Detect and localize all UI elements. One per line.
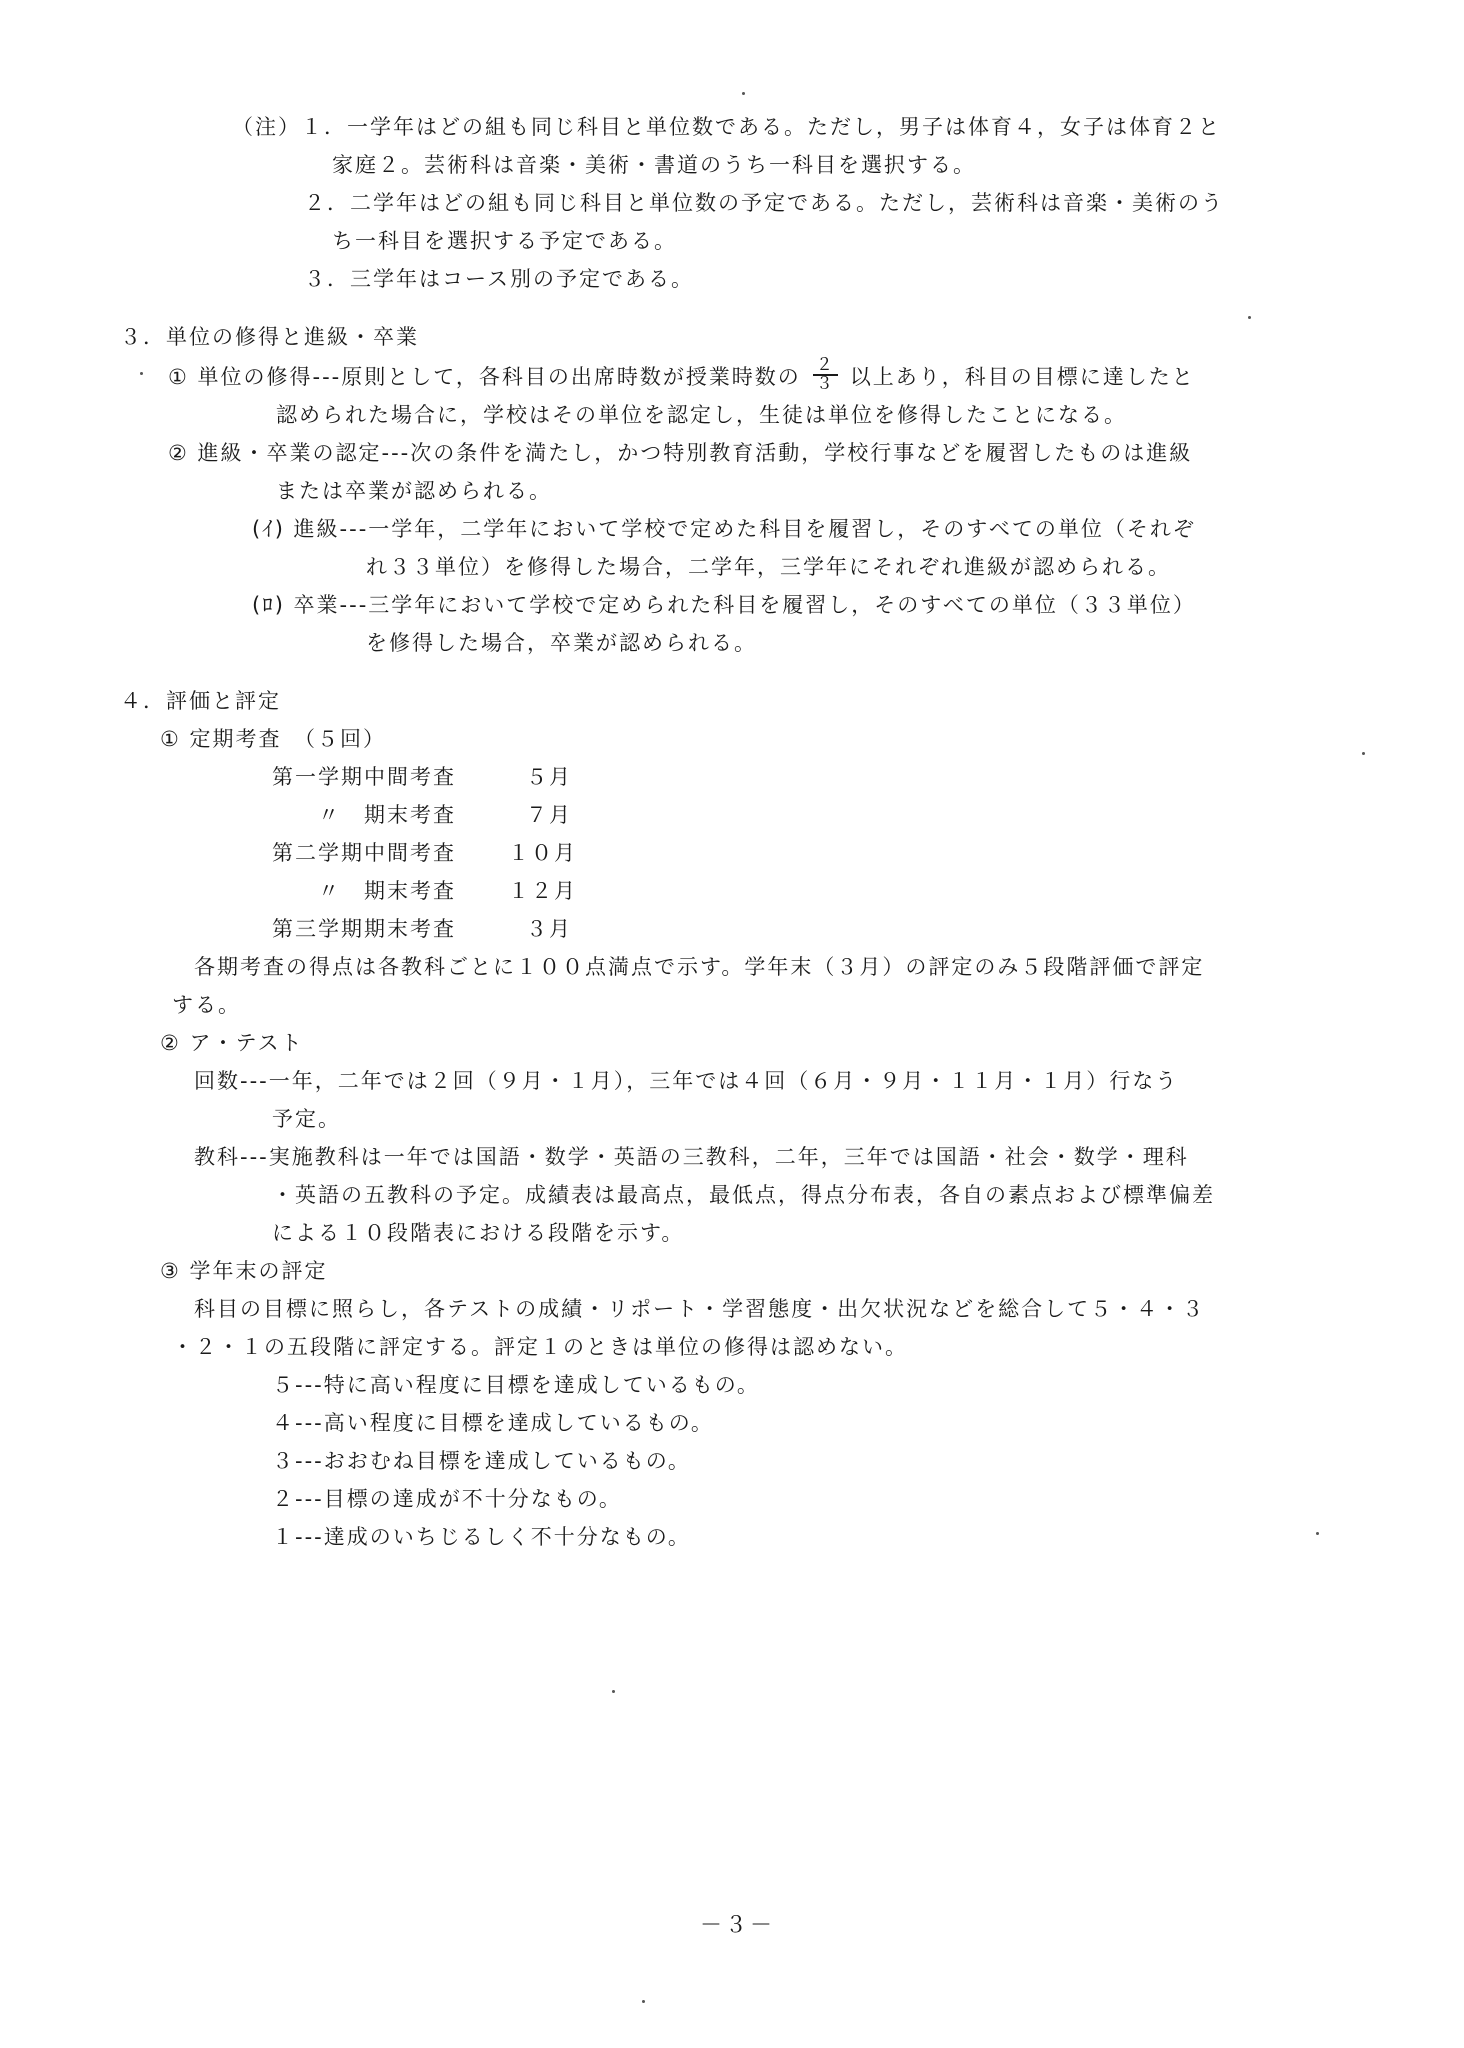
exam-row-1-name: 第一学期中間考査 (272, 765, 456, 789)
a-test-subject-line-1: 教科‐‐‐実施教科は一年では国語・数学・英語の三教科，二年，三年では国語・社会・数学・理科 (194, 1145, 1189, 1169)
exam-row-4-month: １２月 (508, 879, 577, 903)
section-4-item-1-title: ① 定期考査 （５回） (160, 727, 387, 751)
section-3-item-1-line-1 (168, 355, 1195, 396)
scan-speck (742, 92, 745, 95)
section-4-heading: ４．評価と評定 (120, 689, 281, 713)
page-number: －３－ (700, 1913, 776, 1938)
exam-row-4-name: 〃 期末考査 (318, 879, 456, 903)
grade-1: １‐‐‐達成のいちじるしく不十分なもの。 (272, 1525, 691, 1549)
exam-row-1-month: ５月 (526, 765, 572, 789)
exam-row-3-name: 第二学期中間考査 (272, 841, 456, 865)
year-end-eval-line-1: 科目の目標に照らし，各テストの成績・リポート・学習態度・出欠状況などを総合して５・４・３ (194, 1297, 1206, 1321)
section-3-item-2-line-1: ② 進級・卒業の認定‐‐‐次の条件を満たし，かつ特別教育活動，学校行事などを履習したものは進級 (168, 441, 1193, 465)
section-3-heading: ３．単位の修得と進級・卒業 (120, 325, 419, 349)
section-3-sub-i-line-2: れ３３単位）を修得した場合，二学年，三学年にそれぞれ進級が認められる。 (366, 555, 1171, 579)
fraction-numerator: ２ (813, 357, 838, 376)
scan-speck (1316, 1532, 1319, 1535)
item-1-text-after: 以上あり，科目の目標に達したと (849, 365, 1195, 389)
section-4-item-2-title: ② ア・テスト (160, 1031, 304, 1055)
scan-speck (642, 2000, 645, 2003)
exam-row-2-name: 〃 期末考査 (318, 803, 456, 827)
section-3-item-2-line-2: または卒業が認められる。 (276, 479, 552, 503)
section-3-sub-ro-line-1: (ﾛ) 卒業‐‐‐三学年において学校で定められた科目を履習し，そのすべての単位（３３単位） (252, 593, 1196, 617)
exam-note-line-1: 各期考査の得点は各教科ごとに１００点満点で示す。学年末（３月）の評定のみ５段階評価で評定 (194, 955, 1205, 979)
grade-2: ２‐‐‐目標の達成が不十分なもの。 (272, 1487, 622, 1511)
fraction-two-thirds (813, 357, 838, 393)
section-4-item-3-title: ③ 学年末の評定 (160, 1259, 328, 1283)
grade-4: ４‐‐‐高い程度に目標を達成しているもの。 (272, 1411, 714, 1435)
section-3-sub-ro-line-2: を修得した場合，卒業が認められる。 (366, 631, 757, 655)
note-1-line-1: （注）１．一学年はどの組も同じ科目と単位数である。ただし，男子は体育４，女子は体育２と (232, 115, 1221, 139)
note-2-line-1: ２．二学年はどの組も同じ科目と単位数の予定である。ただし，芸術科は音楽・美術のう (304, 191, 1224, 215)
grade-3: ３‐‐‐おおむね目標を達成しているもの。 (272, 1449, 691, 1473)
a-test-count-line-1: 回数‐‐‐一年，二年では２回（９月・１月），三年では４回（６月・９月・１１月・１月）行なう (194, 1069, 1179, 1093)
scan-speck (1362, 752, 1365, 755)
note-1-line-2: 家庭２。芸術科は音楽・美術・書道のうち一科目を選択する。 (332, 153, 976, 177)
note-3: ３．三学年はコース別の予定である。 (304, 267, 694, 291)
exam-row-5-month: ３月 (526, 917, 572, 941)
fraction-denominator: ３ (815, 374, 835, 394)
a-test-subject-line-3: による１０段階表における段階を示す。 (272, 1221, 685, 1245)
exam-note-line-2: する。 (172, 993, 241, 1017)
scan-speck (140, 372, 143, 375)
section-3-item-1-line-2: 認められた場合に，学校はその単位を認定し，生徒は単位を修得したことになる。 (276, 403, 1127, 427)
section-3-sub-i-line-1: (ｲ) 進級‐‐‐一学年，二学年において学校で定めた科目を履習し，そのすべての単位（それぞ (252, 517, 1196, 541)
scan-speck (612, 1690, 615, 1693)
exam-row-3-month: １０月 (508, 841, 577, 865)
year-end-eval-line-2: ・２・１の五段階に評定する。評定１のときは単位の修得は認めない。 (172, 1335, 908, 1359)
exam-row-2-month: ７月 (526, 803, 572, 827)
grade-5: ５‐‐‐特に高い程度に目標を達成しているもの。 (272, 1373, 760, 1397)
note-2-line-2: ち一科目を選択する予定である。 (332, 229, 677, 253)
exam-row-5-name: 第三学期期末考査 (272, 917, 456, 941)
a-test-count-line-2: 予定。 (272, 1107, 341, 1131)
scan-speck (1248, 316, 1251, 319)
a-test-subject-line-2: ・英語の五教科の予定。成績表は最高点，最低点，得点分布表，各自の素点および標準偏差 (272, 1183, 1215, 1207)
item-1-text-before: ① 単位の修得‐‐‐原則として，各科目の出席時数が授業時数の (168, 365, 801, 389)
